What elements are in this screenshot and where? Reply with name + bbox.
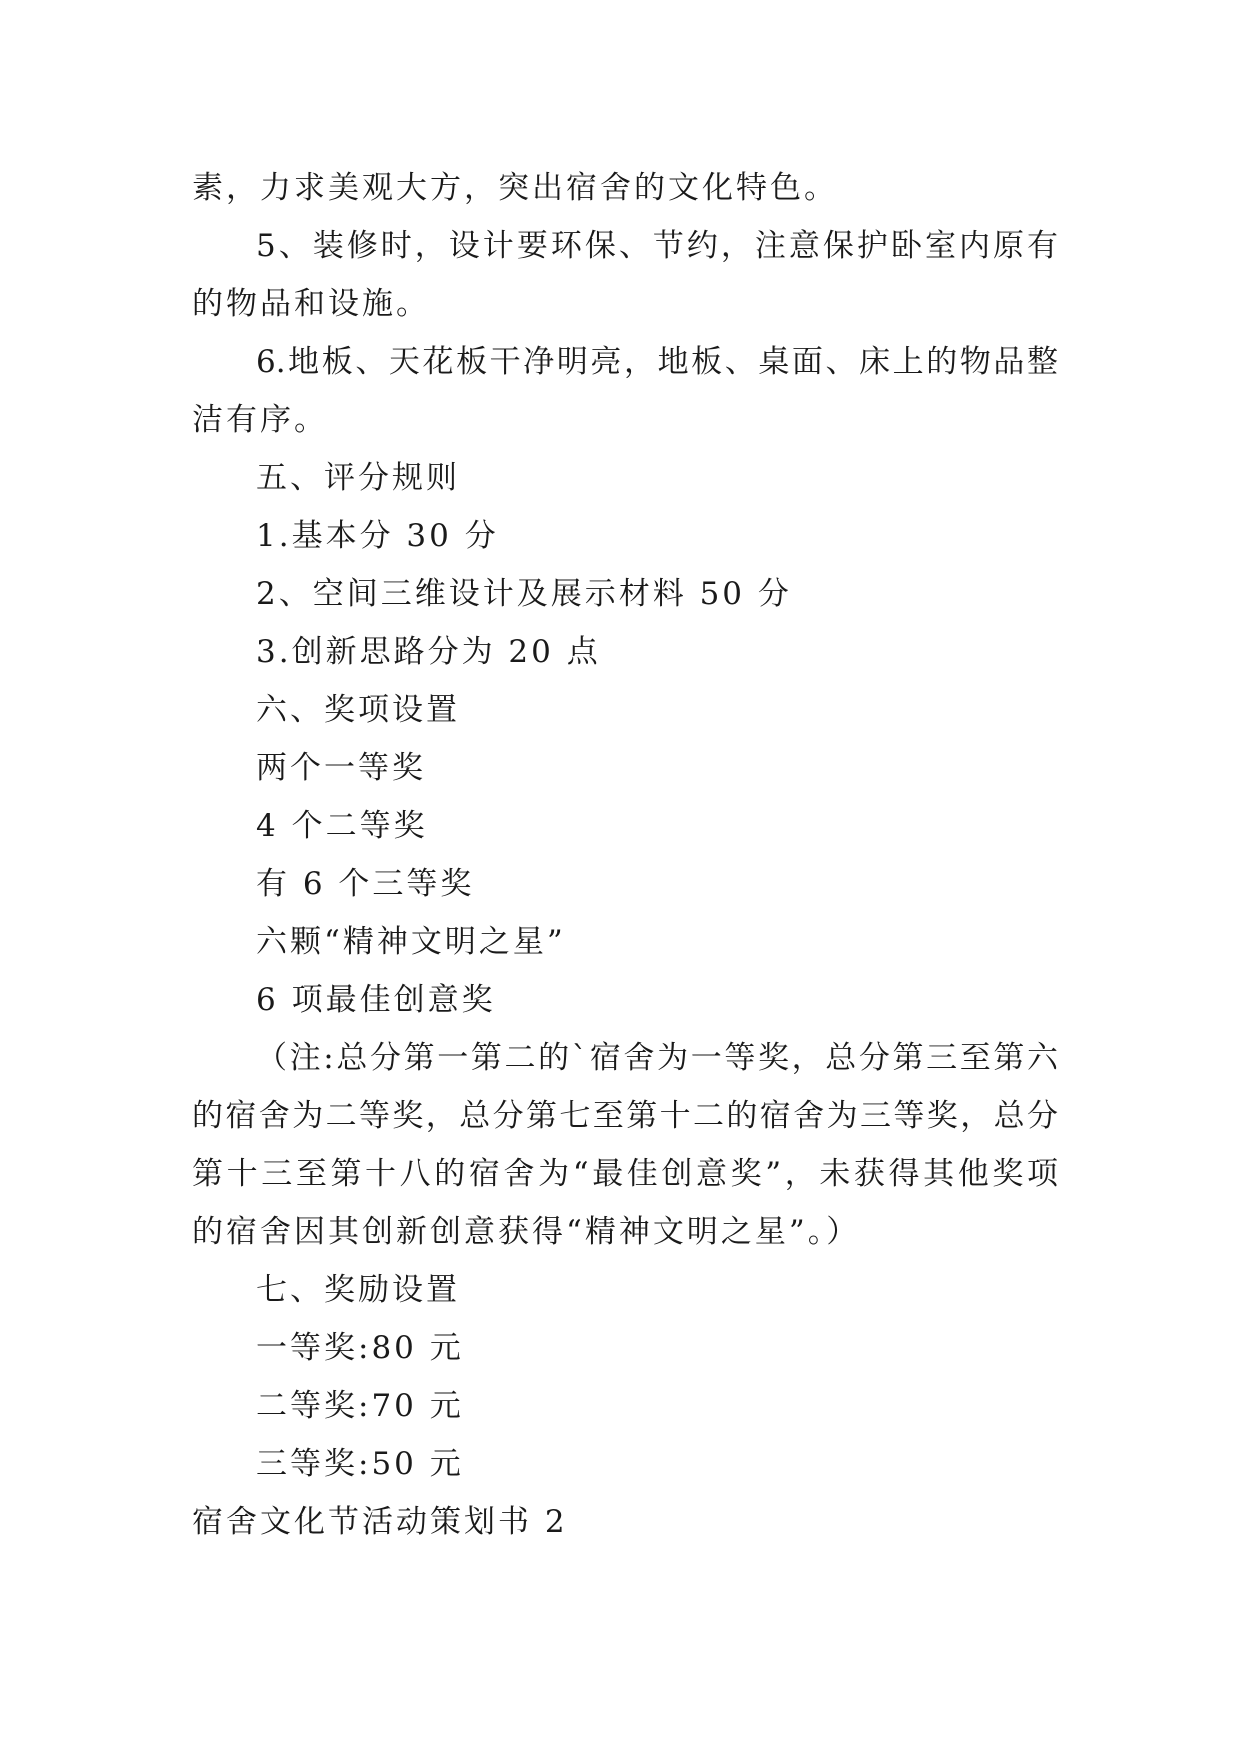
section-heading: 五、评分规则: [256, 460, 460, 496]
paragraph-line: 素，力求美观大方，突出宿舍的文化特色。: [192, 170, 838, 206]
section-heading: 六、奖项设置: [256, 692, 460, 728]
paragraph-line: 5、装修时，设计要环保、节约，注意保护卧室内原有: [256, 228, 1058, 264]
list-item: 1.基本分 30 分: [256, 518, 499, 554]
note-line: （注:总分第一第二的`宿舍为一等奖，总分第三至第六: [256, 1040, 1058, 1076]
paragraph-line: 洁有序。: [192, 402, 328, 438]
note-line: 的宿舍为二等奖，总分第七至第十二的宿舍为三等奖，总分: [192, 1098, 1058, 1134]
document-title: 宿舍文化节活动策划书 2: [192, 1504, 568, 1540]
list-item: 一等奖:80 元: [256, 1330, 464, 1366]
list-item: 4 个二等奖: [256, 808, 428, 844]
paragraph-line: 的物品和设施。: [192, 286, 430, 322]
list-item: 六颗“精神文明之星”: [256, 924, 566, 960]
list-item: 三等奖:50 元: [256, 1446, 464, 1482]
section-heading: 七、奖励设置: [256, 1272, 460, 1308]
list-item: 2、空间三维设计及展示材料 50 分: [256, 576, 792, 612]
note-line: 的宿舍因其创新创意获得“精神文明之星”。）: [192, 1214, 861, 1250]
paragraph-line: 6.地板、天花板干净明亮，地板、桌面、床上的物品整: [256, 344, 1058, 380]
list-item: 6 项最佳创意奖: [256, 982, 496, 1018]
note-line: 第十三至第十八的宿舍为“最佳创意奖”，未获得其他奖项: [192, 1156, 1058, 1192]
list-item: 二等奖:70 元: [256, 1388, 464, 1424]
list-item: 两个一等奖: [256, 750, 426, 786]
list-item: 有 6 个三等奖: [256, 866, 475, 902]
list-item: 3.创新思路分为 20 点: [256, 634, 601, 670]
